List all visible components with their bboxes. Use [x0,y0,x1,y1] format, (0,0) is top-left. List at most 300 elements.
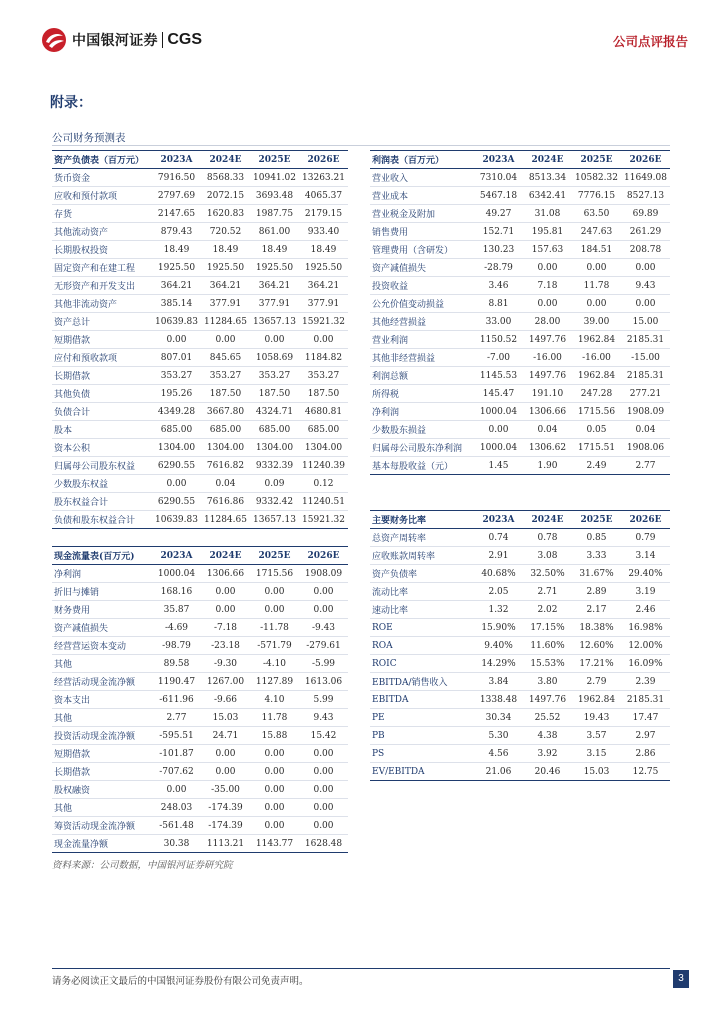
row-label: 其他 [52,655,152,673]
table-cell: 15921.32 [299,511,348,529]
table-cell: 2.91 [474,547,523,565]
table-cell: 0.00 [474,421,523,439]
table-cell: 3693.48 [250,187,299,205]
table-cell: 7916.50 [152,169,201,187]
table-cell: 0.00 [152,331,201,349]
table-cell: 30.34 [474,709,523,727]
table-cell: 1304.00 [299,439,348,457]
table-row [370,205,670,223]
table-row [52,205,348,223]
table-cell: 13657.13 [250,313,299,331]
table-cell: 1962.84 [572,367,621,385]
table-cell: 0.00 [250,583,299,601]
table-row [52,277,348,295]
table-cell: 31.67% [572,565,621,583]
row-label: 净利润 [370,403,474,421]
table-cell: 2.02 [523,601,572,619]
table-cell: 845.65 [201,349,250,367]
table-cell: 1497.76 [523,691,572,709]
row-label: 经营营运资本变动 [52,637,152,655]
year-header: 2023A [152,151,201,169]
table-cell: 2185.31 [621,331,670,349]
table-cell: 2.39 [621,673,670,691]
table-cell: 0.00 [572,295,621,313]
table-row [52,637,348,655]
table-cell: 2147.65 [152,205,201,223]
row-label: ROIC [370,655,474,673]
table-cell: 3.84 [474,673,523,691]
table-row [52,817,348,835]
appendix-title: 附录： [50,95,92,111]
income-statement-header-row [370,151,670,169]
table-cell: 4.56 [474,745,523,763]
table-row [52,295,348,313]
table-cell: 10639.83 [152,313,201,331]
table-row [52,709,348,727]
table-row [370,295,670,313]
table-cell: 685.00 [152,421,201,439]
table-cell: 152.71 [474,223,523,241]
row-label: 筹资活动现金流净额 [52,817,152,835]
table-row [370,547,670,565]
table-cell: 4324.71 [250,403,299,421]
table-row [52,439,348,457]
table-cell: 0.00 [152,475,201,493]
table-row [52,367,348,385]
table-row [370,709,670,727]
table-cell: 1190.47 [152,673,201,691]
table-cell: 33.00 [474,313,523,331]
table-row [370,457,670,475]
table-cell: 0.00 [523,259,572,277]
table-cell: 17.47 [621,709,670,727]
table-cell: 20.46 [523,763,572,781]
table-cell: 0.00 [299,583,348,601]
row-label: 流动比率 [370,583,474,601]
brand-logo [40,24,202,56]
table-cell: 49.27 [474,205,523,223]
table-cell: 364.21 [299,277,348,295]
table-row [370,367,670,385]
table-cell: 31.08 [523,205,572,223]
table-cell: 3.14 [621,547,670,565]
table-cell: 1058.69 [250,349,299,367]
table-cell: 1306.66 [523,403,572,421]
table-row [52,601,348,619]
balance-sheet-title: 资产负债表（百万元） [52,151,152,169]
table-row [52,691,348,709]
table-cell: 0.00 [523,295,572,313]
row-label: 管理费用（含研发） [370,241,474,259]
cash-flow-table [52,546,348,853]
table-cell: 685.00 [299,421,348,439]
table-cell: 1715.56 [572,403,621,421]
table-cell: 18.49 [201,241,250,259]
balance-sheet-header-row [52,151,348,169]
table-cell: 15.42 [299,727,348,745]
table-cell: 11240.39 [299,457,348,475]
table-cell: 9.43 [299,709,348,727]
financial-ratios-table [370,510,670,781]
table-cell: 187.50 [299,385,348,403]
table-cell: 19.43 [572,709,621,727]
row-label: 其他非经营损益 [370,349,474,367]
table-cell: 1620.83 [201,205,250,223]
table-cell: 261.29 [621,223,670,241]
table-cell: 3.57 [572,727,621,745]
row-label: 存货 [52,205,152,223]
year-header: 2024E [523,511,572,529]
table-row [52,241,348,259]
table-cell: 1497.76 [523,331,572,349]
table-cell: 16.98% [621,619,670,637]
table-cell: 2.79 [572,673,621,691]
forecast-table-title: 公司财务预测表 [52,132,126,144]
table-cell: 1145.53 [474,367,523,385]
table-cell: 195.81 [523,223,572,241]
table-row [52,349,348,367]
table-cell: 385.14 [152,295,201,313]
table-row [370,583,670,601]
income-statement-title: 利润表（百万元） [370,151,474,169]
table-row [370,241,670,259]
table-cell: 63.50 [572,205,621,223]
table-row [370,655,670,673]
row-label: 应收和预付款项 [52,187,152,205]
table-cell: 247.63 [572,223,621,241]
table-cell: 10639.83 [152,511,201,529]
table-cell: 353.27 [299,367,348,385]
table-row [52,313,348,331]
table-cell: 0.74 [474,529,523,547]
table-cell: 364.21 [201,277,250,295]
table-cell: 1715.56 [250,565,299,583]
table-cell: 40.68% [474,565,523,583]
table-cell: 1925.50 [250,259,299,277]
table-cell: 1925.50 [299,259,348,277]
table-cell: -7.18 [201,619,250,637]
table-cell: 18.49 [152,241,201,259]
row-label: 短期借款 [52,745,152,763]
table-cell: 7310.04 [474,169,523,187]
row-label: ROA [370,637,474,655]
footer-divider [52,968,670,969]
table-cell: 17.15% [523,619,572,637]
row-label: 总资产周转率 [370,529,474,547]
table-cell: 3.15 [572,745,621,763]
table-row [370,745,670,763]
table-cell: 145.47 [474,385,523,403]
row-label: 应付和预收款项 [52,349,152,367]
table-cell: 10582.32 [572,169,621,187]
table-cell: 1.45 [474,457,523,475]
table-cell: 0.05 [572,421,621,439]
table-cell: 89.58 [152,655,201,673]
table-cell: 18.38% [572,619,621,637]
row-label: 折旧与摊销 [52,583,152,601]
table-cell: 15.03 [201,709,250,727]
table-cell: 12.60% [572,637,621,655]
table-cell: 0.00 [299,601,348,619]
table-row [52,385,348,403]
table-cell: 2185.31 [621,367,670,385]
table-cell: 5.30 [474,727,523,745]
table-cell: 8527.13 [621,187,670,205]
table-cell: 184.51 [572,241,621,259]
table-cell: 0.00 [250,781,299,799]
row-label: 货币资金 [52,169,152,187]
table-cell: 32.50% [523,565,572,583]
table-cell: 39.00 [572,313,621,331]
table-row [370,403,670,421]
row-label: 营业税金及附加 [370,205,474,223]
row-label: 基本每股收益（元） [370,457,474,475]
table-cell: 6342.41 [523,187,572,205]
table-cell: -9.66 [201,691,250,709]
table-cell: -9.43 [299,619,348,637]
table-cell: 2.71 [523,583,572,601]
row-label: EV/EBITDA [370,763,474,781]
table-row [52,799,348,817]
table-row [370,421,670,439]
table-cell: 353.27 [152,367,201,385]
table-cell: 0.04 [201,475,250,493]
row-label: 其他非流动资产 [52,295,152,313]
table-row [370,385,670,403]
table-cell: 7616.82 [201,457,250,475]
table-cell: 377.91 [250,295,299,313]
table-row [370,259,670,277]
table-row [52,259,348,277]
row-label: 资产负债率 [370,565,474,583]
row-label: 经营活动现金流净额 [52,673,152,691]
table-cell: 0.12 [299,475,348,493]
cash-flow-title: 现金流量表(百万元) [52,547,152,565]
table-cell: 2.77 [152,709,201,727]
table-cell: 0.00 [201,601,250,619]
table-cell: 353.27 [201,367,250,385]
row-label: PE [370,709,474,727]
row-label: 财务费用 [52,601,152,619]
table-row [52,745,348,763]
table-cell: 7616.86 [201,493,250,511]
table-cell: 0.00 [250,799,299,817]
table-cell: 0.00 [250,763,299,781]
report-type: 公司点评报告 [612,34,688,49]
table-cell: 353.27 [250,367,299,385]
table-cell: -571.79 [250,637,299,655]
table-row [52,403,348,421]
table-row [52,223,348,241]
table-cell: -98.79 [152,637,201,655]
table-cell: 1628.48 [299,835,348,853]
row-label: 长期借款 [52,367,152,385]
row-label: 公允价值变动损益 [370,295,474,313]
table-cell: 3.92 [523,745,572,763]
table-row [370,223,670,241]
row-label: 负债合计 [52,403,152,421]
table-cell: 1497.76 [523,367,572,385]
table-cell: 685.00 [201,421,250,439]
table-row [52,187,348,205]
row-label: 净利润 [52,565,152,583]
table-cell: 15.90% [474,619,523,637]
table-cell: 11.78 [250,709,299,727]
row-label: 其他 [52,709,152,727]
table-cell: 377.91 [201,295,250,313]
table-cell: 18.49 [250,241,299,259]
table-cell: 1925.50 [152,259,201,277]
row-label: 投资活动现金流净额 [52,727,152,745]
page-header [0,0,724,60]
table-cell: 1304.00 [201,439,250,457]
table-cell: 12.00% [621,637,670,655]
table-cell: -5.99 [299,655,348,673]
table-cell: 4.38 [523,727,572,745]
year-header: 2026E [621,151,670,169]
title-divider [52,145,670,146]
row-label: 少数股东权益 [52,475,152,493]
row-label: 归属母公司股东权益 [52,457,152,475]
table-cell: -595.51 [152,727,201,745]
table-row [370,349,670,367]
table-cell: 8.81 [474,295,523,313]
table-cell: 11240.51 [299,493,348,511]
table-cell: -707.62 [152,763,201,781]
table-row [52,619,348,637]
table-cell: 8568.33 [201,169,250,187]
table-cell: 187.50 [201,385,250,403]
table-row [370,637,670,655]
row-label: 归属母公司股东净利润 [370,439,474,457]
row-label: 销售费用 [370,223,474,241]
year-header: 2026E [299,151,348,169]
table-cell: 1338.48 [474,691,523,709]
table-cell: -4.69 [152,619,201,637]
year-header: 2025E [250,151,299,169]
row-label: 资本公积 [52,439,152,457]
table-cell: 2185.31 [621,691,670,709]
row-label: EBITDA/销售收入 [370,673,474,691]
table-row [370,529,670,547]
table-row [370,691,670,709]
table-cell: 1267.00 [201,673,250,691]
table-cell: 30.38 [152,835,201,853]
year-header: 2025E [572,151,621,169]
row-label: 其他经营损益 [370,313,474,331]
table-cell: 208.78 [621,241,670,259]
table-cell: 933.40 [299,223,348,241]
table-cell: -35.00 [201,781,250,799]
table-cell: 0.00 [250,331,299,349]
table-cell: 1143.77 [250,835,299,853]
table-row [52,511,348,529]
table-cell: 0.78 [523,529,572,547]
data-source-note: 资料来源：公司数据，中国银河证券研究院 [52,860,233,871]
year-header: 2024E [523,151,572,169]
disclaimer-text: 请务必阅读正文最后的中国银河证券股份有限公司免责声明。 [52,976,309,987]
table-cell: 1715.51 [572,439,621,457]
table-row [52,655,348,673]
table-cell: 1613.06 [299,673,348,691]
brand-name-en: CGS [167,31,202,48]
row-label: 现金流量净额 [52,835,152,853]
table-cell: 15.03 [572,763,621,781]
row-label: 长期借款 [52,763,152,781]
table-row [52,493,348,511]
table-cell: 720.52 [201,223,250,241]
row-label: 所得税 [370,385,474,403]
table-cell: 0.85 [572,529,621,547]
table-cell: 2797.69 [152,187,201,205]
year-header: 2023A [152,547,201,565]
table-cell: -611.96 [152,691,201,709]
table-cell: 0.04 [621,421,670,439]
row-label: PB [370,727,474,745]
table-cell: 0.00 [299,763,348,781]
table-cell: 5.99 [299,691,348,709]
table-cell: 377.91 [299,295,348,313]
table-cell: -28.79 [474,259,523,277]
table-cell: 2.05 [474,583,523,601]
table-row [370,565,670,583]
table-cell: -16.00 [523,349,572,367]
row-label: 资本支出 [52,691,152,709]
table-cell: 9332.39 [250,457,299,475]
table-cell: 157.63 [523,241,572,259]
row-label: 利润总额 [370,367,474,385]
table-row [370,277,670,295]
row-label: 资产减值损失 [370,259,474,277]
table-cell: 21.06 [474,763,523,781]
table-cell: 277.21 [621,385,670,403]
table-cell: 3.33 [572,547,621,565]
table-cell: 1000.04 [474,439,523,457]
table-cell: -174.39 [201,817,250,835]
table-cell: 4680.81 [299,403,348,421]
table-cell: 0.04 [523,421,572,439]
row-label: 短期借款 [52,331,152,349]
balance-sheet-table [52,150,348,529]
table-cell: -23.18 [201,637,250,655]
row-label: 少数股东损益 [370,421,474,439]
table-cell: 0.00 [201,745,250,763]
table-cell: 0.00 [299,745,348,763]
row-label: 投资收益 [370,277,474,295]
table-cell: 247.28 [572,385,621,403]
table-row [52,583,348,601]
table-row [52,835,348,853]
row-label: 营业成本 [370,187,474,205]
table-cell: 13657.13 [250,511,299,529]
table-cell: 861.00 [250,223,299,241]
table-cell: 1908.09 [299,565,348,583]
table-row [52,781,348,799]
table-cell: 3.19 [621,583,670,601]
table-cell: 3.46 [474,277,523,295]
table-cell: 5467.18 [474,187,523,205]
table-cell: 7776.15 [572,187,621,205]
row-label: EBITDA [370,691,474,709]
table-cell: -16.00 [572,349,621,367]
row-label: ROE [370,619,474,637]
table-row [370,187,670,205]
table-cell: 248.03 [152,799,201,817]
table-cell: 2.49 [572,457,621,475]
table-cell: 1908.06 [621,439,670,457]
table-cell: 807.01 [152,349,201,367]
table-row [370,313,670,331]
